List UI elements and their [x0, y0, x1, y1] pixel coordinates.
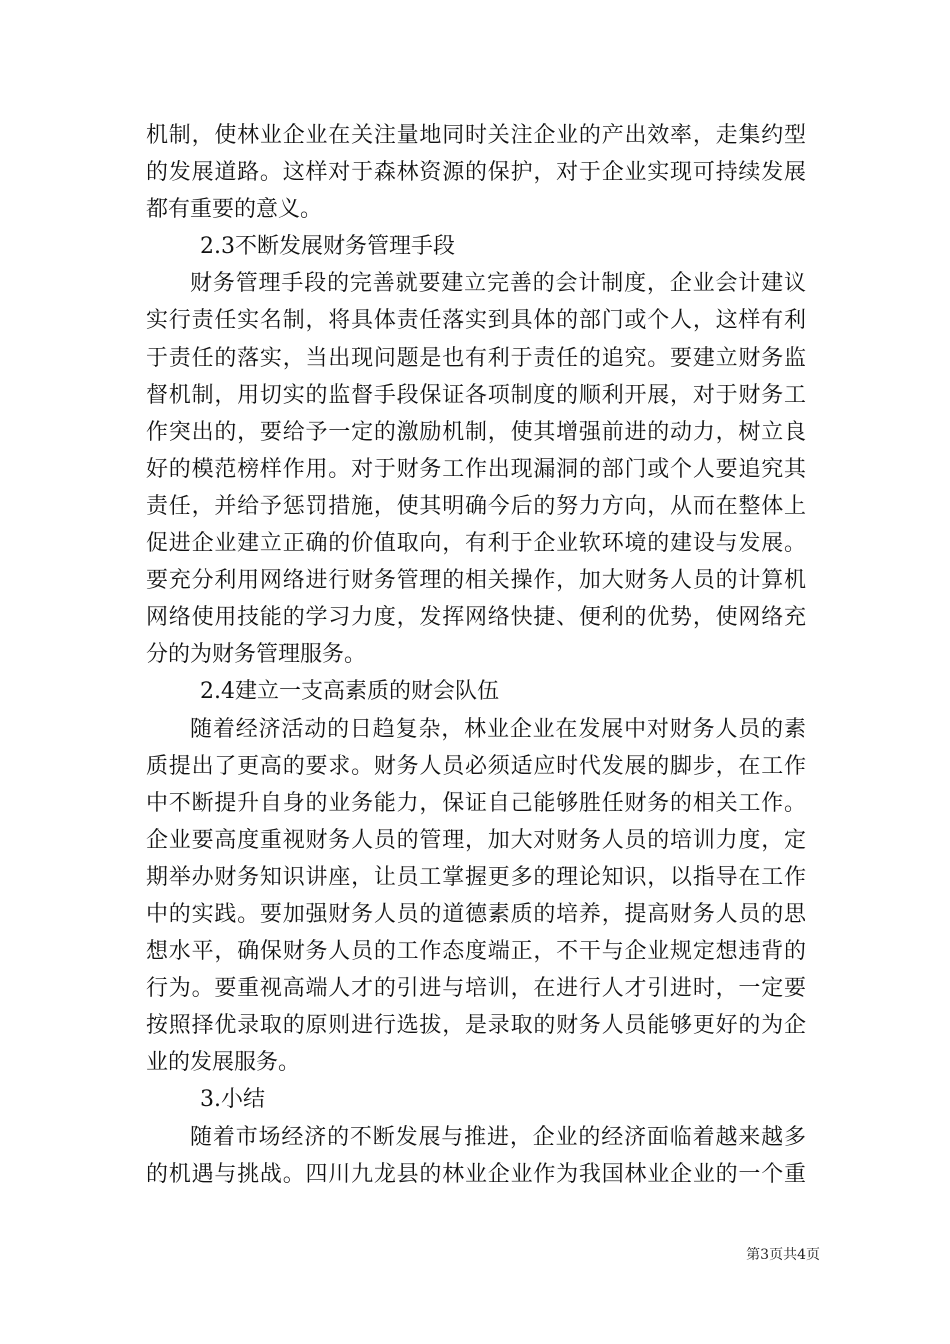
text-line: 随着市场经济的不断发展与推进，企业的经济面临着越来越多: [190, 1124, 806, 1150]
text-line: 于责任的落实，当出现问题是也有利于责任的追究。要建立财务监: [146, 345, 806, 371]
text-line: 好的模范榜样作用。对于财务工作出现漏洞的部门或个人要追究其: [146, 456, 806, 482]
text-line: 责任，并给予惩罚措施，使其明确今后的努力方向，从而在整体上: [146, 493, 806, 519]
text-line: 业的发展服务。: [146, 1050, 301, 1076]
text-line: 按照择优录取的原则进行选拔，是录取的财务人员能够更好的为企: [146, 1013, 806, 1039]
section-heading: 2.4建立一支高素质的财会队伍: [200, 679, 499, 705]
text-line: 实行责任实名制，将具体责任落实到具体的部门或个人，这样有利: [146, 308, 806, 334]
text-line: 财务管理手段的完善就要建立完善的会计制度，企业会计建议: [190, 271, 806, 297]
document-body: [146, 117, 806, 1193]
text-line: 的机遇与挑战。四川九龙县的林业企业作为我国林业企业的一个重: [146, 1161, 806, 1187]
text-line: 督机制，用切实的监督手段保证各项制度的顺利开展，对于财务工: [146, 382, 806, 408]
text-line: 想水平，确保财务人员的工作态度端正，不干与企业规定想违背的: [146, 939, 806, 965]
text-line: 都有重要的意义。: [146, 197, 323, 223]
text-line: 随着经济活动的日趋复杂，林业企业在发展中对财务人员的素: [190, 716, 806, 742]
text-line: 中不断提升自身的业务能力，保证自己能够胜任财务的相关工作。: [146, 790, 806, 816]
text-line: 机制，使林业企业在关注量地同时关注企业的产出效率，走集约型: [146, 123, 806, 148]
section-heading: 2.3不断发展财务管理手段: [200, 234, 455, 260]
text-line: 质提出了更高的要求。财务人员必须适应时代发展的脚步，在工作: [146, 753, 806, 779]
text-line: 网络使用技能的学习力度，发挥网络快捷、便利的优势，使网络充: [146, 605, 806, 631]
text-line: 期举办财务知识讲座，让员工掌握更多的理论知识，以指导在工作: [146, 864, 806, 890]
page-number-footer: 第3页共4页: [746, 1247, 820, 1263]
text-line: 分的为财务管理服务。: [146, 642, 367, 668]
text-line: 中的实践。要加强财务人员的道德素质的培养，提高财务人员的思: [146, 901, 806, 927]
text-line: 行为。要重视高端人才的引进与培训，在进行人才引进时，一定要: [146, 976, 806, 1002]
text-line: 的发展道路。这样对于森林资源的保护，对于企业实现可持续发展: [146, 160, 806, 186]
section-heading: 3.小结: [200, 1087, 265, 1113]
text-line: 促进企业建立正确的价值取向，有利于企业软环境的建设与发展。: [146, 531, 806, 557]
text-line: 作突出的，要给予一定的激励机制，使其增强前进的动力，树立良: [146, 419, 806, 445]
text-line: 企业要高度重视财务人员的管理，加大对财务人员的培训力度，定: [146, 827, 806, 853]
text-line: 要充分利用网络进行财务管理的相关操作，加大财务人员的计算机: [146, 568, 806, 594]
